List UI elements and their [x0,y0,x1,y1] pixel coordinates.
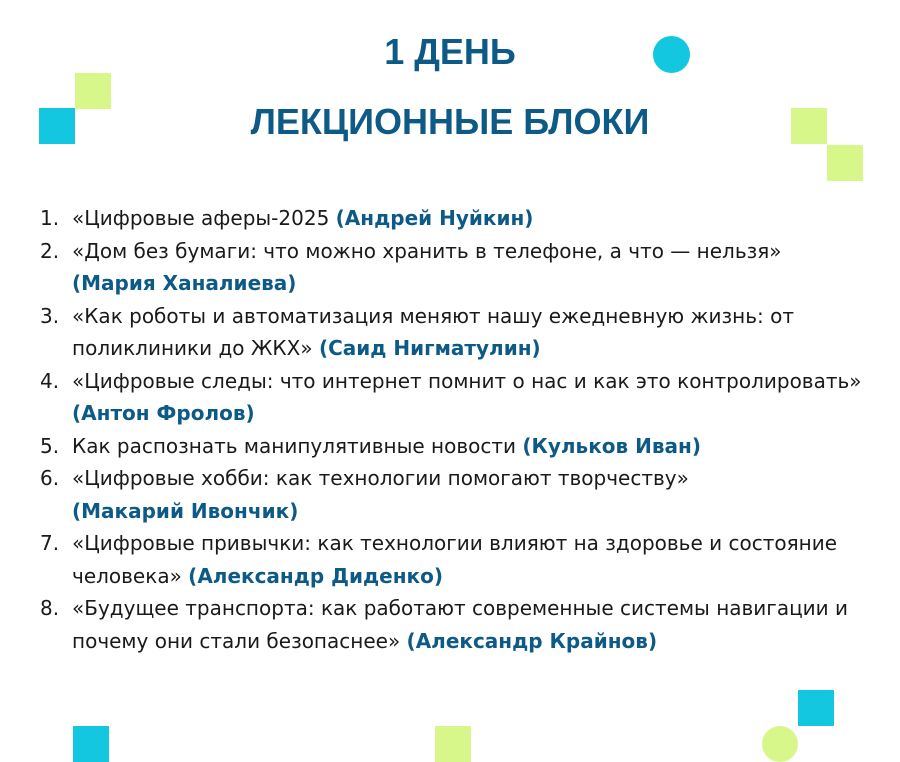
lecture-title: «Дом без бумаги: что можно хранить в телефоне, а что — нельзя» [72,238,782,263]
lecture-speaker: (Кульков Иван) [522,433,701,458]
decor-square-lime-right-2 [827,145,863,181]
decor-square-lime-bottom-center [435,726,471,762]
lecture-list [40,202,870,657]
lecture-speaker: (Александр Диденко) [188,563,443,588]
lecture-title: «Цифровые следы: что интернет помнит о нас и как это контролировать» [72,368,862,393]
lecture-speaker: (Антон Фролов) [72,401,255,425]
lecture-speaker: (Саид Нигматулин) [318,336,541,360]
lecture-title: «Будущее транспорта: как работают современные системы навигации и почему они стали безопаснее» [72,596,849,653]
list-item-number: 4. [40,368,60,393]
list-item-number: 3. [40,303,60,328]
day-title: 1 ДЕНЬ [384,31,516,72]
list-item [40,365,870,430]
list-item [40,527,870,592]
lecture-speaker: (Андрей Нуйкин) [335,206,534,230]
section-title: ЛЕКЦИОННЫЕ БЛОКИ [250,101,650,142]
list-item [40,202,870,235]
list-item-number: 8. [40,596,60,620]
decor-circle-lime-bottom-right [762,726,798,762]
decor-square-cyan-bottom-left [73,726,109,762]
lecture-speaker: (Александр Крайнов) [406,628,658,653]
list-item-number: 5. [40,433,60,458]
decor-square-cyan-bottom-right [798,690,834,726]
list-item-number: 2. [40,238,60,263]
list-item-number: 7. [40,531,60,555]
lecture-title: «Цифровые привычки: как технологии влияют на здоровье и состояние человека» [72,531,838,588]
lecture-title: «Как роботы и автоматизация меняют нашу ежедневную жизнь: от поликлиники до ЖКХ» [72,303,794,360]
lecture-title: «Цифровые хобби: как технологии помогают творчеству» [72,466,689,490]
list-item-number: 1. [40,206,60,230]
lecture-speaker: (Мария Ханалиева) [72,271,297,295]
list-item [40,430,870,463]
list-item-number: 6. [40,466,60,490]
lecture-speaker: (Макарий Ивончик) [72,498,299,523]
list-item [40,592,870,657]
list-item [40,462,870,527]
list-item [40,235,870,300]
list-item [40,300,870,365]
lecture-title: Как распознать манипулятивные новости [72,433,517,458]
lecture-title: «Цифровые аферы-2025 [72,206,330,230]
